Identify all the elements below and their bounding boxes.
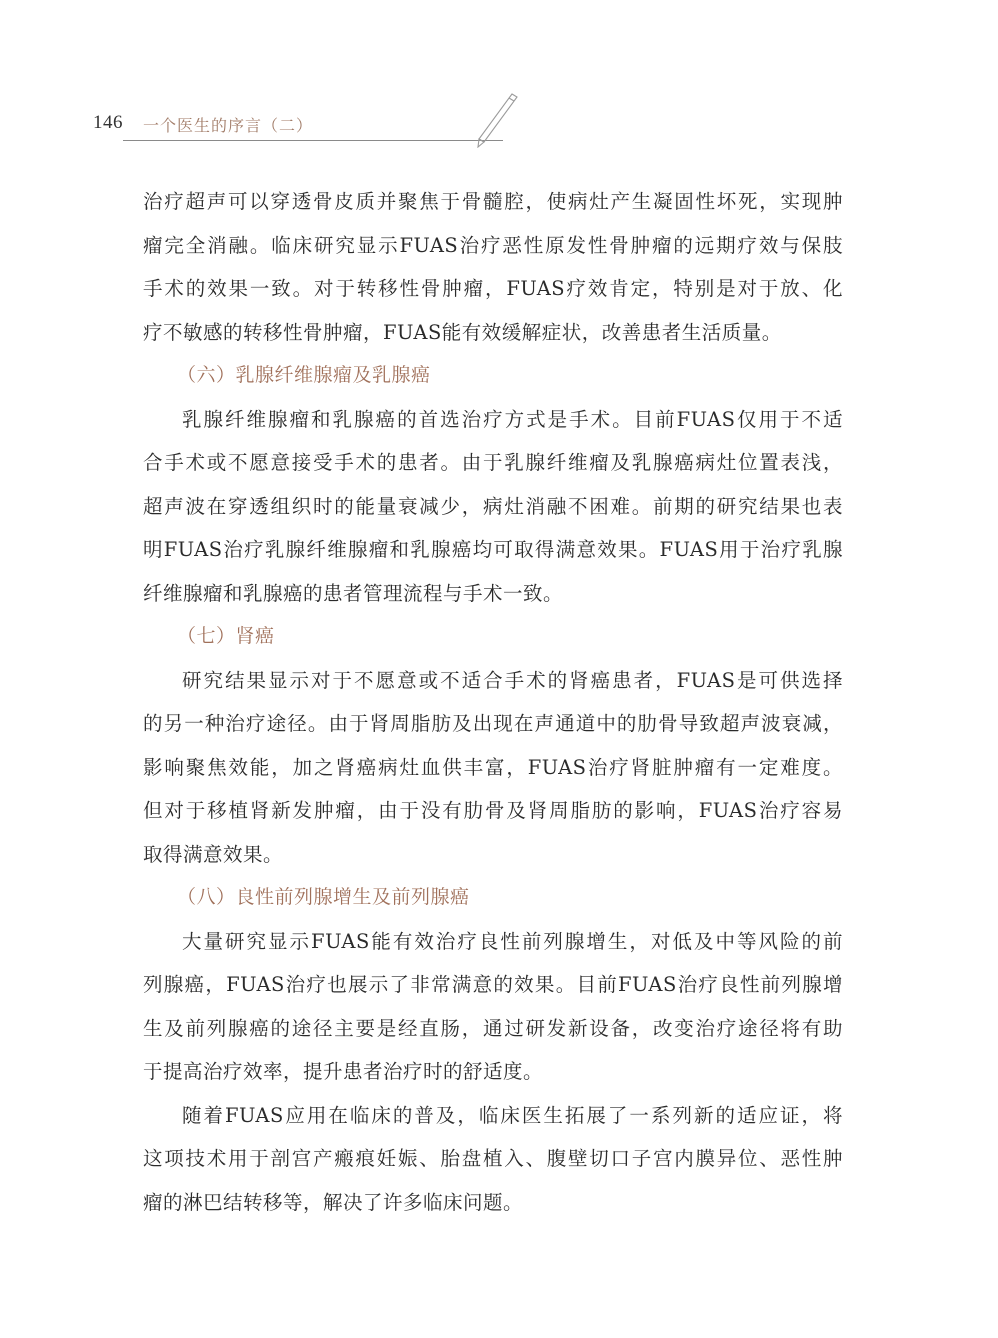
text-line: 瘤的淋巴结转移等，解决了许多临床问题。 bbox=[143, 1190, 524, 1214]
text-line: 手术的效果一致。对于转移性骨肿瘤，FUAS疗效肯定，特别是对于放、化 bbox=[143, 277, 843, 300]
text-line: 超声波在穿透组织时的能量衰减少，病灶消融不困难。前期的研究结果也表 bbox=[143, 494, 843, 518]
text-line: 列腺癌，FUAS治疗也展示了非常满意的效果。目前FUAS治疗良性前列腺增 bbox=[143, 973, 843, 996]
paragraph-breast bbox=[143, 398, 843, 616]
text-line: 大量研究显示FUAS能有效治疗良性前列腺增生，对低及中等风险的前 bbox=[182, 929, 843, 953]
book-title: 一个医生的序言（二） bbox=[143, 116, 314, 135]
paragraph-prostate bbox=[143, 920, 843, 1094]
page-content bbox=[143, 180, 843, 1224]
text-line: 取得满意效果。 bbox=[143, 842, 284, 866]
text-line: 乳腺纤维腺瘤和乳腺癌的首选治疗方式是手术。目前FUAS仅用于不适 bbox=[182, 407, 843, 431]
text-line: 明FUAS治疗乳腺纤维腺瘤和乳腺癌均可取得满意效果。FUAS用于治疗乳腺 bbox=[143, 538, 843, 561]
text-line: 的另一种治疗途径。由于肾周脂肪及出现在声通道中的肋骨导致超声波衰减， bbox=[143, 712, 843, 735]
paragraph-new-indications bbox=[143, 1094, 843, 1225]
paragraph-kidney bbox=[143, 659, 843, 877]
text-line: 影响聚焦效能，加之肾癌病灶血供丰富，FUAS治疗肾脏肿瘤有一定难度。 bbox=[143, 755, 843, 779]
running-header bbox=[93, 110, 513, 144]
paragraph-bone-tumor bbox=[143, 180, 843, 354]
section-heading-breast: （六）乳腺纤维腺瘤及乳腺癌 bbox=[177, 364, 431, 386]
text-line: 治疗超声可以穿透骨皮质并聚焦于骨髓腔，使病灶产生凝固性坏死，实现肿 bbox=[143, 190, 843, 213]
section-heading-kidney: （七）肾癌 bbox=[177, 625, 275, 647]
header-rule bbox=[123, 140, 503, 141]
pen-icon bbox=[470, 92, 520, 148]
text-line: 于提高治疗效率，提升患者治疗时的舒适度。 bbox=[143, 1060, 544, 1083]
text-line: 瘤完全消融。临床研究显示FUAS治疗恶性原发性骨肿瘤的远期疗效与保肢 bbox=[143, 233, 843, 257]
text-line: 纤维腺瘤和乳腺癌的患者管理流程与手术一致。 bbox=[143, 581, 564, 605]
text-line: 研究结果显示对于不愿意或不适合手术的肾癌患者，FUAS是可供选择 bbox=[182, 668, 843, 692]
text-line: 合手术或不愿意接受手术的患者。由于乳腺纤维瘤及乳腺癌病灶位置表浅， bbox=[143, 451, 843, 474]
text-line: 随着FUAS应用在临床的普及，临床医生拓展了一系列新的适应证，将 bbox=[182, 1103, 843, 1127]
text-line: 疗不敏感的转移性骨肿瘤，FUAS能有效缓解症状，改善患者生活质量。 bbox=[143, 320, 782, 344]
page-number: 146 bbox=[93, 112, 123, 133]
text-line: 这项技术用于剖宫产瘢痕妊娠、胎盘植入、腹壁切口子宫内膜异位、恶性肿 bbox=[143, 1147, 843, 1170]
section-heading-prostate: （八）良性前列腺增生及前列腺癌 bbox=[177, 886, 470, 908]
text-line: 但对于移植肾新发肿瘤，由于没有肋骨及肾周脂肪的影响，FUAS治疗容易 bbox=[143, 799, 843, 822]
text-line: 生及前列腺癌的途径主要是经直肠，通过研发新设备，改变治疗途径将有助 bbox=[143, 1016, 843, 1040]
